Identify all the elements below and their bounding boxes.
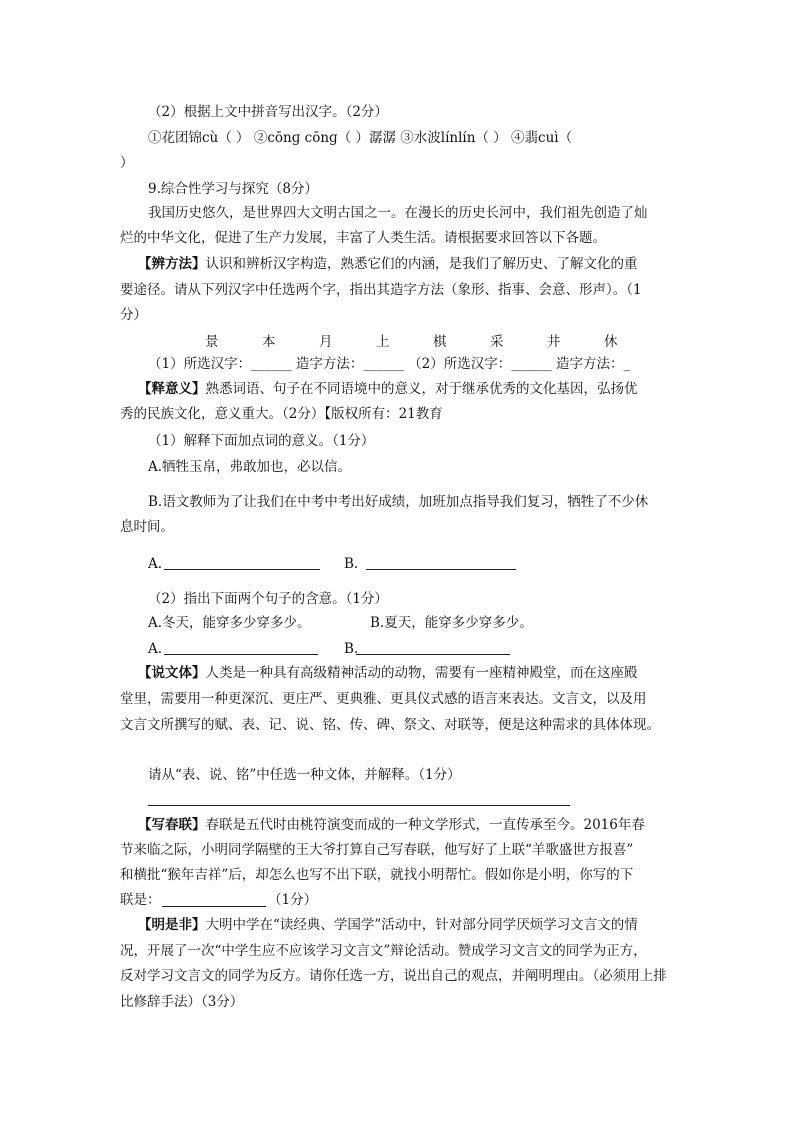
char-item: 采 bbox=[490, 334, 504, 350]
section-text: 春联是五代时由桃符演变而成的一种文学形式，一直传承至今。2016年春 bbox=[205, 817, 645, 833]
char-item: 本 bbox=[262, 334, 276, 350]
section-tag: 【明是非】 bbox=[138, 917, 206, 933]
answer-blank[interactable] bbox=[164, 654, 318, 655]
s4-text-3: 和横批“猴年吉祥”后，却怎么也写不出下联，就找小明帮忙。假如你是小明，你写的下 bbox=[120, 867, 634, 883]
section-text: 认识和辨析汉字构造，熟悉它们的内涵，是我们了解历史、了解文化的重 bbox=[205, 256, 638, 272]
q2-items-tail: ） bbox=[120, 155, 134, 171]
section-tag: 【写春联】 bbox=[138, 817, 206, 833]
s3-text-3: 文言文所撰写的赋、表、记、说、铭、传、碑、祭文、对联等，便是这种需求的具体体现。 bbox=[120, 717, 660, 733]
section-bian-fangfa bbox=[138, 255, 638, 273]
section-tag: 【释意义】 bbox=[138, 381, 206, 397]
char-item: 景 bbox=[205, 334, 219, 350]
s5-text-3: 反对学习文言文的同学为反方。请你任选一方，说出自己的观点，并阐明理由。（必须用上排 bbox=[120, 968, 667, 984]
answer-blank[interactable] bbox=[356, 654, 510, 655]
s2-sub-2: （2）指出下面两个句子的含意。（1分） bbox=[148, 591, 388, 607]
char-item: 井 bbox=[547, 334, 561, 350]
s2-winter: A.冬天，能穿多少穿多少。 bbox=[148, 615, 311, 631]
s2-answer2-a-label: A. bbox=[148, 641, 163, 657]
s2-item-b-2: 息时间。 bbox=[120, 519, 174, 535]
answer-blank[interactable] bbox=[162, 906, 266, 907]
s3-question: 请从“表、说、铭”中任选一种文体，并解释。（1分） bbox=[148, 767, 461, 783]
char-item: 休 bbox=[604, 334, 618, 350]
s2-item-b-1: B.语文教师为了让我们在中考中考出好成绩，加班加点指导我们复习，牺牲了不少休 bbox=[148, 494, 649, 510]
char-item: 棋 bbox=[433, 334, 447, 350]
s2-text-2: 秀的民族文化，意义重大。（2分）【版权所有：21教育 bbox=[120, 406, 443, 422]
q2-items: ①花团锦cù（ ） ②cōnɡ cōnɡ（ ）潺潺 ③水波línlín（ ） ④翡cuì（ bbox=[148, 130, 573, 146]
q9-intro-1: 我国历史悠久，是世界四大文明古国之一。在漫长的历史长河中，我们祖先创造了灿 bbox=[148, 205, 648, 221]
answer-blank[interactable] bbox=[148, 805, 570, 806]
s2-sub-1: （1）解释下面加点词的意义。（1分） bbox=[148, 433, 375, 449]
s2-item-a: A.牺牲玉帛，弗敢加也，必以信。 bbox=[148, 459, 352, 475]
s2-summer: B.夏天，能穿多少穿多少。 bbox=[370, 615, 533, 631]
section-text: 熟悉词语、句子在不同语境中的意义，对于继承优秀的文化基因，弘扬优 bbox=[205, 381, 638, 397]
section-xie-chunlian bbox=[138, 816, 645, 834]
section-text: 人类是一种具有高级精神活动的动物，需要有一座精神殿堂，而在这座殿 bbox=[205, 665, 638, 681]
section-shuo-wenti bbox=[138, 664, 638, 682]
section-ming-shifei bbox=[138, 916, 638, 934]
s5-text-4: 比修辞手法）（3分） bbox=[120, 994, 244, 1010]
section-text: 大明中学在“读经典、学国学”活动中，针对部分同学厌烦学习文言文的情 bbox=[205, 917, 638, 933]
s2-answer2-b-label: B. bbox=[344, 641, 359, 657]
s2-answer-a-label: A. bbox=[148, 556, 163, 572]
answer-blank[interactable] bbox=[164, 569, 320, 570]
section-shi-yiyi bbox=[138, 380, 638, 398]
s1-text-2: 要途径。请从下列汉字中任选两个字，指出其造字方法（象形、指事、会意、形声）。（1 bbox=[120, 282, 642, 298]
s5-text-2: 况，开展了一次“中学生应不应该学习文言文”辩论活动。赞成学习文言文的同学为正方， bbox=[120, 943, 647, 959]
s4-text-4a: 联是： bbox=[120, 892, 161, 908]
q2-heading: （2）根据上文中拼音写出汉字。（2分） bbox=[148, 104, 388, 120]
q9-heading: 9.综合性学习与探究（8分） bbox=[148, 181, 318, 197]
s2-answer-b-label: B. bbox=[344, 556, 359, 572]
q9-intro-2: 烂的中华文化，促进了生产力发展，丰富了人类生活。请根据要求回答以下各题。 bbox=[120, 230, 606, 246]
s1-answer-line: （1）所选汉字：______ 造字方法：______ （2）所选汉字：______ 造字方法：_ bbox=[148, 356, 631, 372]
char-item: 上 bbox=[376, 334, 390, 350]
section-tag: 【辨方法】 bbox=[138, 256, 206, 272]
s4-text-2: 节来临之际，小明同学隔壁的王大爷打算自己写春联，他写好了上联“羊歌盛世方报喜” bbox=[120, 842, 634, 858]
s1-text-3: 分） bbox=[120, 307, 147, 323]
char-item: 月 bbox=[319, 334, 333, 350]
s4-text-4b: （1分） bbox=[268, 892, 318, 908]
section-tag: 【说文体】 bbox=[138, 665, 206, 681]
s3-text-2: 堂里，需要用一种更深沉、更庄严、更典雅、更具仪式感的语言来表达。文言文，以及用 bbox=[120, 691, 647, 707]
answer-blank[interactable] bbox=[366, 569, 516, 570]
